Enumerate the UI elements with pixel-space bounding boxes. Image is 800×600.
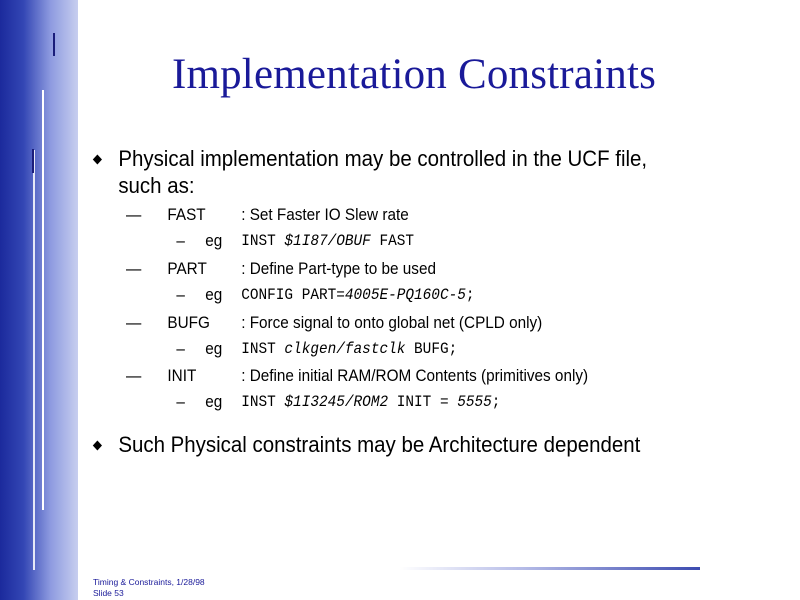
eg-label: eg xyxy=(205,285,223,304)
decorative-tick xyxy=(32,149,34,173)
code-segment: CONFIG PART= xyxy=(241,286,345,304)
example-code xyxy=(241,393,500,411)
code-segment: INST xyxy=(241,340,285,358)
constraint-row xyxy=(0,259,630,281)
bullet-2 xyxy=(96,431,663,458)
footer-slide-number: Slide 53 xyxy=(93,588,124,598)
example-row xyxy=(0,285,630,307)
footer-date: Timing & Constraints, 1/28/98 xyxy=(93,577,205,587)
slide-title: Implementation Constraints xyxy=(171,51,657,98)
footer-info xyxy=(93,577,205,599)
long-dash: — xyxy=(126,205,142,224)
constraint-desc: : Set Faster IO Slew rate xyxy=(241,205,409,224)
constraint-name: BUFG xyxy=(167,313,210,332)
short-dash: – xyxy=(176,285,185,304)
long-dash: — xyxy=(126,313,142,332)
constraint-row xyxy=(0,313,630,335)
constraint-name: INIT xyxy=(167,366,197,385)
long-dash: — xyxy=(126,366,142,385)
code-segment: clkgen/fastclk xyxy=(284,340,406,358)
short-dash: – xyxy=(176,392,185,411)
code-segment: FAST xyxy=(370,232,415,250)
decorative-tick xyxy=(53,33,55,56)
bullet-text: Physical implementation may be controlled in the UCF file, such as: xyxy=(118,146,648,198)
short-dash: – xyxy=(176,231,185,250)
example-code xyxy=(241,286,474,304)
code-segment: BUFG; xyxy=(405,340,458,358)
example-row xyxy=(0,392,630,414)
constraint-name: PART xyxy=(167,259,207,278)
constraint-row xyxy=(0,205,630,227)
constraint-desc: : Define Part-type to be used xyxy=(241,259,436,278)
constraint-desc: : Force signal to onto global net (CPLD only) xyxy=(241,313,543,332)
example-row xyxy=(0,339,630,361)
code-segment: INST xyxy=(241,393,285,411)
code-segment: ; xyxy=(491,393,501,411)
constraint-row xyxy=(0,366,630,388)
code-segment: $1I87/OBUF xyxy=(284,232,371,250)
bullet-text: Such Physical constraints may be Architecture dependent xyxy=(118,432,641,457)
bullet-1 xyxy=(96,145,663,199)
long-dash: — xyxy=(126,259,142,278)
code-segment: 5555 xyxy=(457,393,492,411)
footer-rule xyxy=(400,567,700,570)
example-row xyxy=(0,231,630,253)
code-segment: ; xyxy=(465,286,475,304)
example-code xyxy=(241,232,414,250)
code-segment: $1I3245/ROM2 xyxy=(284,393,389,411)
example-code xyxy=(241,340,457,358)
constraint-name: FAST xyxy=(167,205,206,224)
eg-label: eg xyxy=(205,392,223,411)
short-dash: – xyxy=(176,339,185,358)
code-segment: INIT = xyxy=(388,393,458,411)
eg-label: eg xyxy=(205,339,223,358)
eg-label: eg xyxy=(205,231,223,250)
constraint-desc: : Define initial RAM/ROM Contents (primitives only) xyxy=(241,366,589,385)
code-segment: 4005E-PQ160C-5 xyxy=(344,286,466,304)
code-segment: INST xyxy=(241,232,285,250)
